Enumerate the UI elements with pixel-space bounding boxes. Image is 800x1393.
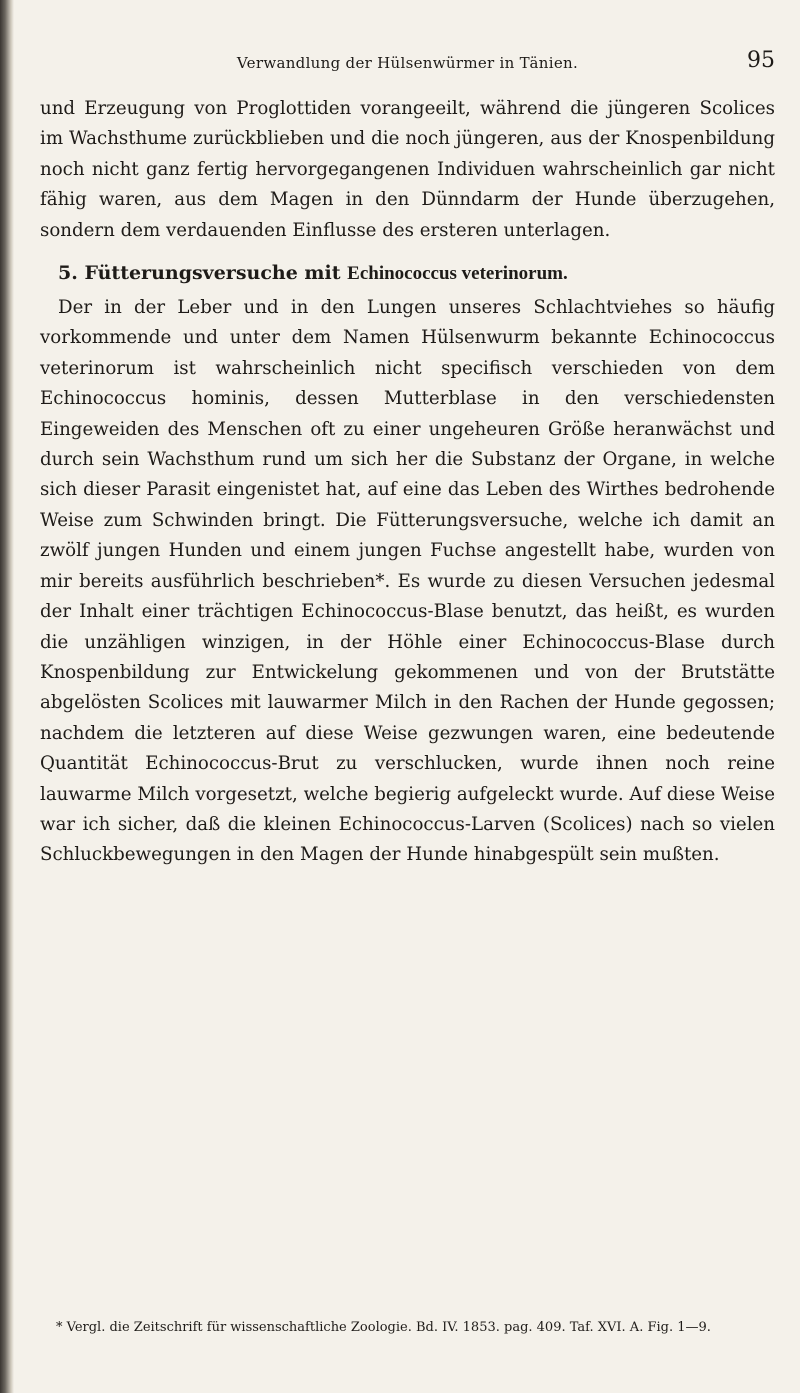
- page-number: 95: [747, 48, 775, 73]
- binding-shadow: [0, 0, 14, 1393]
- footnote: * Vergl. die Zeitschrift für wissenschaftliche Zoologie. Bd. IV. 1853. pag. 409. Taf. XVI. A. Fig. 1—9.: [56, 1320, 711, 1335]
- book-page: [40, 0, 775, 1393]
- section-paragraph: Der in der Leber und in den Lungen unseres Schlachtviehes so häufig vorkommende und unter dem Namen Hülsenwurm bekannte Echinococcus veterinorum ist wahrscheinlich nicht specifisch verschieden von dem Echinococcus hominis, dessen Mutterblase in den verschiedensten Eingeweiden des Menschen oft zu einer ungeheuren Größe heranwächst und durch sein Wachsthum rund um sich her die Substanz der Organe, in welche sich dieser Parasit eingenistet hat, auf eine das Leben des Wirthes bedrohende Weise zum Schwinden bringt. Die Fütterungsversuche, welche ich damit an zwölf jungen Hunden und einem jungen Fuchse angestellt habe, wurden von mir bereits ausführlich beschrieben*. Es wurde zu diesen Versuchen jedesmal der Inhalt einer trächtigen Echinococcus-Blase benutzt, das heißt, es wurden die unzähligen winzigen, in der Höhle einer Echinococcus-Blase durch Knospenbildung zur Entwickelung gekommenen und von der Brutstätte abgelösten Scolices mit lauwarmer Milch in den Rachen der Hunde gegossen; nachdem die letzteren auf diese Weise gezwungen waren, eine bedeutende Quantität Echinococcus-Brut zu verschlucken, wurde ihnen noch reine lauwarme Milch vorgesetzt, welche begierig aufgeleckt wurde. Auf diese Weise war ich sicher, daß die kleinen Echinococcus-Larven (Scolices) nach so vielen Schluckbewegungen in den Magen der Hunde hinabgespült sein mußten.: [40, 297, 775, 866]
- section-heading: [40, 258, 775, 289]
- section-heading-text: 5. Fütterungsversuche mit: [58, 262, 348, 285]
- section-heading-latin: Echinococcus veterinorum.: [347, 263, 568, 285]
- running-title: Verwandlung der Hülsenwürmer in Tänien.: [236, 54, 579, 72]
- running-header: [40, 46, 775, 80]
- paragraph-continuation: und Erzeugung von Proglottiden vorangeeilt, während die jüngeren Scolices im Wachsthume zurückblieben und die noch jüngeren, aus der Knospenbildung noch nicht ganz fertig hervorgegangenen Individuen wahrscheinlich gar nicht fähig waren, aus dem Magen in den Dünndarm der Hunde überzugehen, sondern dem verdauenden Einflusse des ersteren unterlagen.: [40, 98, 775, 241]
- body-text: [40, 94, 775, 871]
